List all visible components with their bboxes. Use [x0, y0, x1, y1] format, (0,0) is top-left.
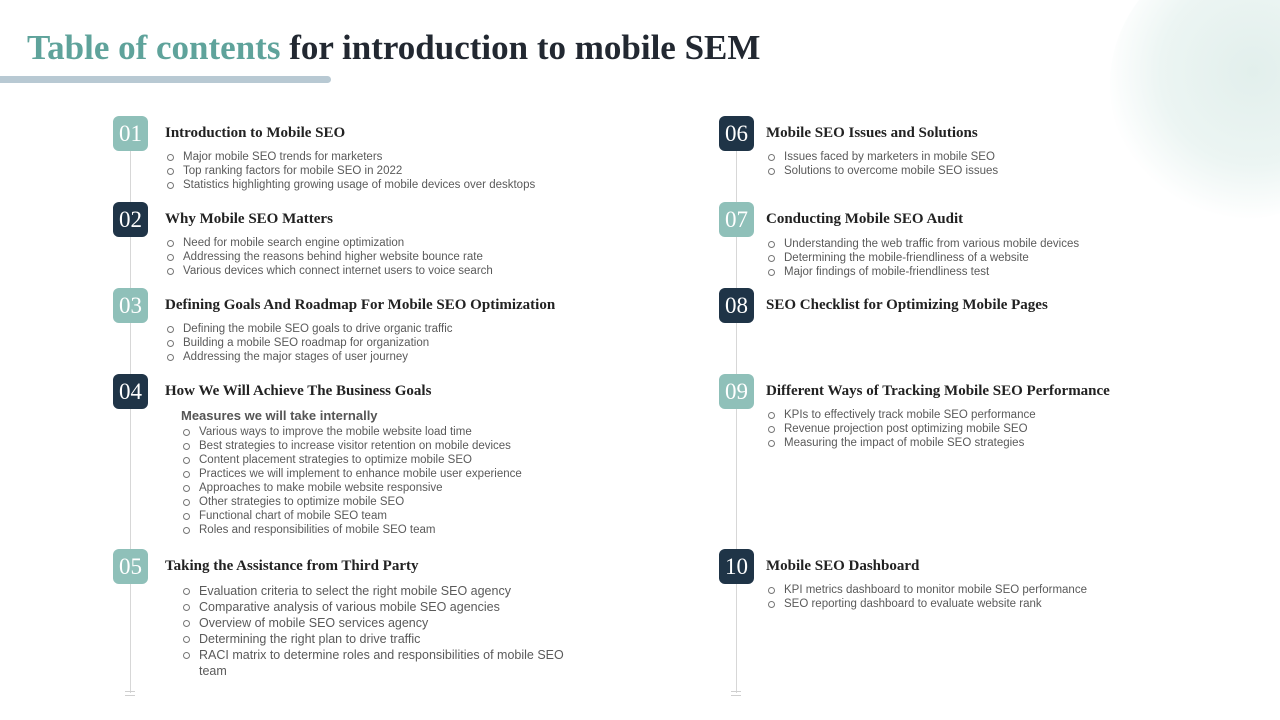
list-item: Evaluation criteria to select the right mobile SEO agency: [181, 583, 564, 599]
list-item: RACI matrix to determine roles and responsibilities of mobile SEO team: [181, 647, 564, 679]
list-item: Content placement strategies to optimize mobile SEO: [181, 453, 522, 467]
section-number-badge: 01: [113, 116, 148, 151]
title-highlight: Table of contents: [27, 28, 281, 67]
section-bullet-list: [181, 583, 564, 679]
list-item: Measuring the impact of mobile SEO strategies: [766, 436, 1036, 450]
section-heading[interactable]: Why Mobile SEO Matters: [165, 211, 333, 227]
section-number-badge: 03: [113, 288, 148, 323]
list-item: Building a mobile SEO roadmap for organization: [165, 336, 453, 350]
section-number-badge: 08: [719, 288, 754, 323]
list-item: Top ranking factors for mobile SEO in 2022: [165, 164, 535, 178]
section-heading[interactable]: Different Ways of Tracking Mobile SEO Performance: [766, 383, 1110, 399]
section-subheading: Measures we will take internally: [181, 408, 378, 423]
list-item: Determining the right plan to drive traffic: [181, 631, 564, 647]
section-heading[interactable]: SEO Checklist for Optimizing Mobile Pages: [766, 297, 1048, 313]
list-item: Addressing the major stages of user journey: [165, 350, 453, 364]
list-item: KPIs to effectively track mobile SEO performance: [766, 408, 1036, 422]
section-number-badge: 10: [719, 549, 754, 584]
title-underline: [0, 76, 331, 83]
section-bullet-list: [766, 583, 1087, 611]
list-item: Major findings of mobile-friendliness test: [766, 265, 1079, 279]
title-rest: for introduction to mobile SEM: [289, 28, 761, 67]
list-item: Approaches to make mobile website responsive: [181, 481, 522, 495]
list-item: Practices we will implement to enhance mobile user experience: [181, 467, 522, 481]
left-timeline-end: [125, 691, 135, 696]
section-bullet-list: [165, 236, 493, 278]
list-item: Best strategies to increase visitor retention on mobile devices: [181, 439, 522, 453]
list-item: Major mobile SEO trends for marketers: [165, 150, 535, 164]
section-number-badge: 05: [113, 549, 148, 584]
list-item: Various ways to improve the mobile website load time: [181, 425, 522, 439]
section-number-badge: 04: [113, 374, 148, 409]
section-bullet-list: [766, 237, 1079, 279]
list-item: KPI metrics dashboard to monitor mobile SEO performance: [766, 583, 1087, 597]
section-heading[interactable]: Mobile SEO Dashboard: [766, 558, 920, 574]
section-heading[interactable]: Defining Goals And Roadmap For Mobile SEO Optimization: [165, 297, 556, 313]
corner-decoration: [1110, 0, 1280, 220]
section-bullet-list: [766, 408, 1036, 450]
section-heading[interactable]: How We Will Achieve The Business Goals: [165, 383, 432, 399]
list-item: Other strategies to optimize mobile SEO: [181, 495, 522, 509]
right-timeline-end: [731, 691, 741, 696]
list-item: Addressing the reasons behind higher website bounce rate: [165, 250, 493, 264]
list-item: Defining the mobile SEO goals to drive organic traffic: [165, 322, 453, 336]
list-item: Statistics highlighting growing usage of mobile devices over desktops: [165, 178, 535, 192]
section-number-badge: 06: [719, 116, 754, 151]
list-item: Issues faced by marketers in mobile SEO: [766, 150, 998, 164]
list-item: Comparative analysis of various mobile SEO agencies: [181, 599, 564, 615]
section-bullet-list: [165, 150, 535, 192]
section-heading[interactable]: Introduction to Mobile SEO: [165, 125, 346, 141]
section-bullet-list: [181, 425, 522, 537]
section-heading[interactable]: Taking the Assistance from Third Party: [165, 558, 419, 574]
list-item: SEO reporting dashboard to evaluate website rank: [766, 597, 1087, 611]
list-item: Understanding the web traffic from various mobile devices: [766, 237, 1079, 251]
section-number-badge: 02: [113, 202, 148, 237]
list-item: Overview of mobile SEO services agency: [181, 615, 564, 631]
section-number-badge: 07: [719, 202, 754, 237]
list-item: Functional chart of mobile SEO team: [181, 509, 522, 523]
list-item: Roles and responsibilities of mobile SEO team: [181, 523, 522, 537]
list-item: Need for mobile search engine optimization: [165, 236, 493, 250]
section-heading[interactable]: Mobile SEO Issues and Solutions: [766, 125, 978, 141]
section-bullet-list: [165, 322, 453, 364]
list-item: Various devices which connect internet users to voice search: [165, 264, 493, 278]
section-number-badge: 09: [719, 374, 754, 409]
page-title: [27, 26, 760, 70]
list-item: Solutions to overcome mobile SEO issues: [766, 164, 998, 178]
list-item: Determining the mobile-friendliness of a website: [766, 251, 1079, 265]
list-item: Revenue projection post optimizing mobile SEO: [766, 422, 1036, 436]
section-heading[interactable]: Conducting Mobile SEO Audit: [766, 211, 964, 227]
section-bullet-list: [766, 150, 998, 178]
